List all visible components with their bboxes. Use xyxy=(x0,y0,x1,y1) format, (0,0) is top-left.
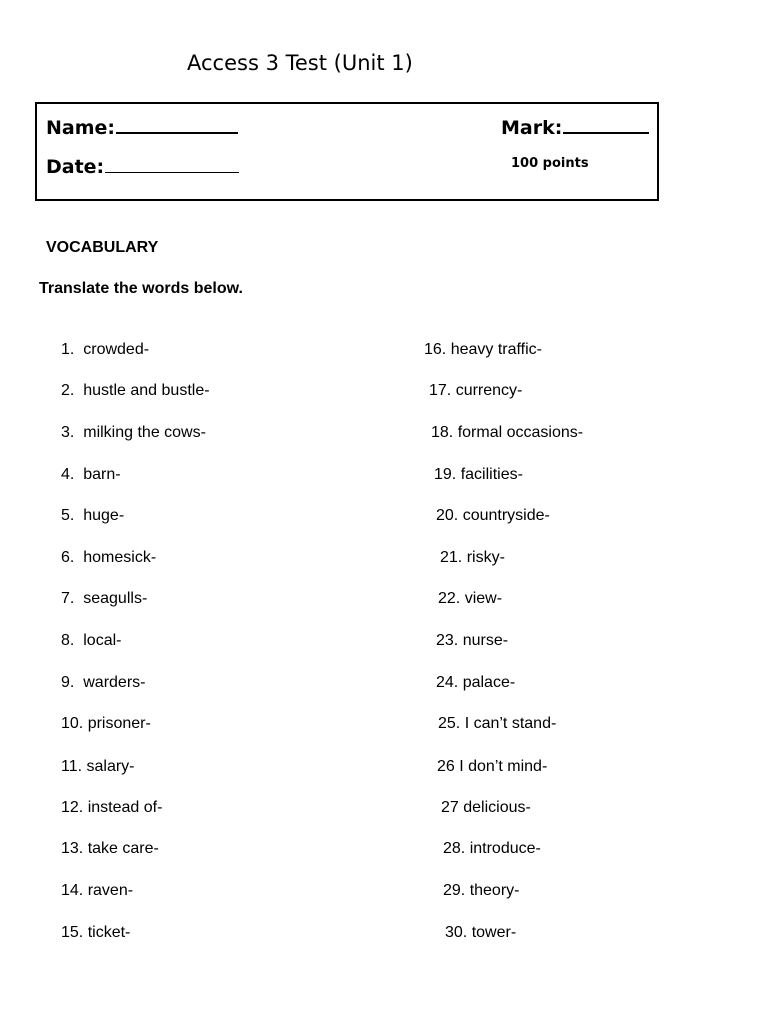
vocab-item: 1. crowded- xyxy=(61,341,150,358)
vocab-item: 27 delicious- xyxy=(441,799,531,816)
vocab-item: 9. warders- xyxy=(61,674,146,691)
mark-label: Mark: xyxy=(501,117,563,139)
vocab-item: 6. homesick- xyxy=(61,549,157,566)
vocab-item: 20. countryside- xyxy=(436,507,550,524)
vocab-item: 15. ticket- xyxy=(61,924,131,941)
vocab-item: 29. theory- xyxy=(443,882,520,899)
vocab-item: 13. take care- xyxy=(61,840,159,857)
vocab-item: 14. raven- xyxy=(61,882,134,899)
vocab-item: 24. palace- xyxy=(436,674,516,691)
vocab-item: 23. nurse- xyxy=(436,632,509,649)
vocab-item: 25. I can’t stand- xyxy=(438,715,557,732)
vocab-item: 4. barn- xyxy=(61,466,121,483)
vocab-item: 22. view- xyxy=(438,590,503,607)
vocab-item: 8. local- xyxy=(61,632,122,649)
date-field xyxy=(46,155,239,179)
student-info-box xyxy=(35,102,659,201)
vocab-item: 5. huge- xyxy=(61,507,125,524)
name-blank xyxy=(116,130,238,134)
vocab-item: 21. risky- xyxy=(440,549,505,566)
vocab-item: 11. salary- xyxy=(61,758,135,775)
total-points: 100 points xyxy=(511,156,589,171)
name-field xyxy=(46,116,238,140)
vocab-item: 19. facilities- xyxy=(434,466,523,483)
vocab-item: 2. hustle and bustle- xyxy=(61,382,210,399)
vocab-item: 30. tower- xyxy=(445,924,517,941)
page-title: Access 3 Test (Unit 1) xyxy=(187,51,413,75)
vocab-item: 10. prisoner- xyxy=(61,715,151,732)
vocab-item: 17. currency- xyxy=(429,382,523,399)
vocab-item: 18. formal occasions- xyxy=(431,424,584,441)
mark-blank xyxy=(563,130,649,134)
date-blank xyxy=(105,170,239,173)
date-label: Date: xyxy=(46,156,105,178)
vocab-item: 26 I don’t mind- xyxy=(437,758,548,775)
vocab-item: 12. instead of- xyxy=(61,799,163,816)
vocab-item: 3. milking the cows- xyxy=(61,424,206,441)
name-label: Name: xyxy=(46,117,116,139)
section-heading: VOCABULARY xyxy=(46,239,159,256)
vocab-item: 7. seagulls- xyxy=(61,590,148,607)
vocab-item: 28. introduce- xyxy=(443,840,541,857)
vocab-item: 16. heavy traffic- xyxy=(424,341,542,358)
mark-field xyxy=(501,116,649,140)
instruction: Translate the words below. xyxy=(39,280,243,297)
